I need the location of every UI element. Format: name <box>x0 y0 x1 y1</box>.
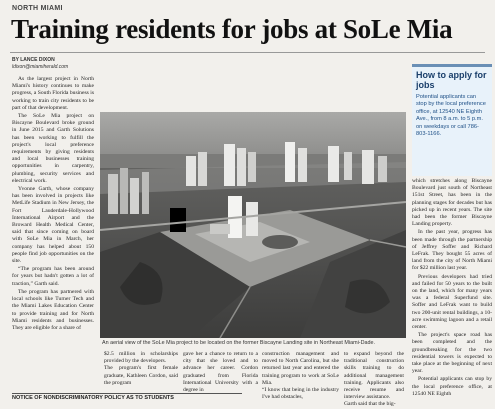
headline: Training residents for jobs at SoLe Mia <box>11 14 453 44</box>
paragraph: which stretches along Biscayne Boulevard just south of Northeast 151st Street, has been in the planning stages for decades but has picked up in recent years. The site had been the former Biscayne Landing property. <box>412 178 492 228</box>
article-column-4: construction management and moved to North Carolina, but she returned last year and entered the training program to work at SoLe Mia. “I know that being in the industry I've had obstacles, <box>262 351 339 401</box>
sidebar-body: Potential applicants can stop by the local preference office, at 12540 NE Eighth Ave., from 8 a.m. to 5 p.m. on weekdays or call 786-803-1166. <box>416 94 486 138</box>
section-kicker: NORTH MIAMI <box>12 5 63 12</box>
paragraph: Previous developers had tried and failed for 50 years to the built on the land, which for many years was a federal Superfund site. Soffer and LeFrak want to build two 200-unit rental buildings, a 10-acre swimming lagoon and a retail center. <box>412 273 492 331</box>
photo-caption: An aerial view of the SoLe Mia project to be located on the former Biscayne Landing site in Northeast Miami-Dade. <box>102 340 375 346</box>
how-to-apply-box <box>412 64 492 176</box>
article-column-right <box>412 178 492 402</box>
paragraph: The SoLe Mia project on Biscayne Boulevard broke ground in June 2015 and Garth Solutions has been working to fulfill the project's local preference requirements by giving residents and local businesses training opportunities in carpentry, plumbing, security services and electrical work. <box>12 113 94 184</box>
article-column-5: to expand beyond the traditional construction skills training to do additional management training. Applicants also receive resume and interview assistance. Garth said that the big- <box>344 351 404 408</box>
paragraph: “The program has been around for years but hadn't gotten a lot of traction,” Garth said. <box>12 266 94 287</box>
headline-rule <box>10 52 485 53</box>
paragraph: Potential applicants can stop by the local preference office, at 12540 NE Eighth <box>412 376 492 397</box>
notice-banner: NOTICE OF NONDISCRIMINATORY POLICY AS TO STUDENTS <box>12 393 242 401</box>
article-column-1 <box>12 76 94 402</box>
paragraph: As the largest project in North Miami's history continues to make progress, a South Florida business is working to train city residents to be part of that development. <box>12 76 94 111</box>
byline-name: BY LANCE DIXON <box>12 57 55 63</box>
article-column-2: $2.5 million in scholarships provided by the developers. The program's first female graduate, Kathleen Cordon, said the program <box>104 351 178 386</box>
paragraph: The project's space road has been completed and the groundbreaking for the two residential towers is expected to take place at the beginning of next year. <box>412 332 492 375</box>
byline <box>12 57 68 71</box>
byline-email: ldixon@miamiherald.com <box>12 64 69 70</box>
article-column-3: gave her a chance to return to a city that she loved and to advance her career. Cordon graduated from Florida International University with a degree in <box>183 351 258 394</box>
paragraph: The program has partnered with local schools like Turner Tech and the Miami Lakes Education Center to provide training and for North Miami residents and businesses. They are eligible for a share of <box>12 288 94 331</box>
paragraph: Yvonne Garth, whose company has been involved in projects like MetLife Stadium in New Jersey, the Fort Lauderdale-Hollywood International Airport and the Broward Health Medical Center, said that since coming on board with SoLe Mia in March, her company has helped about 150 people find job opportunities on the site. <box>12 186 94 265</box>
aerial-city-illustration <box>100 112 406 338</box>
sidebar-title: How to apply for jobs <box>416 70 487 90</box>
aerial-photo <box>100 112 406 338</box>
paragraph: In the past year, progress has been made through the partnership of Jeffrey Soffer and Richard LeFrak. They bought 55 acres of land from the city of North Miami for $22 million last year. <box>412 229 492 272</box>
